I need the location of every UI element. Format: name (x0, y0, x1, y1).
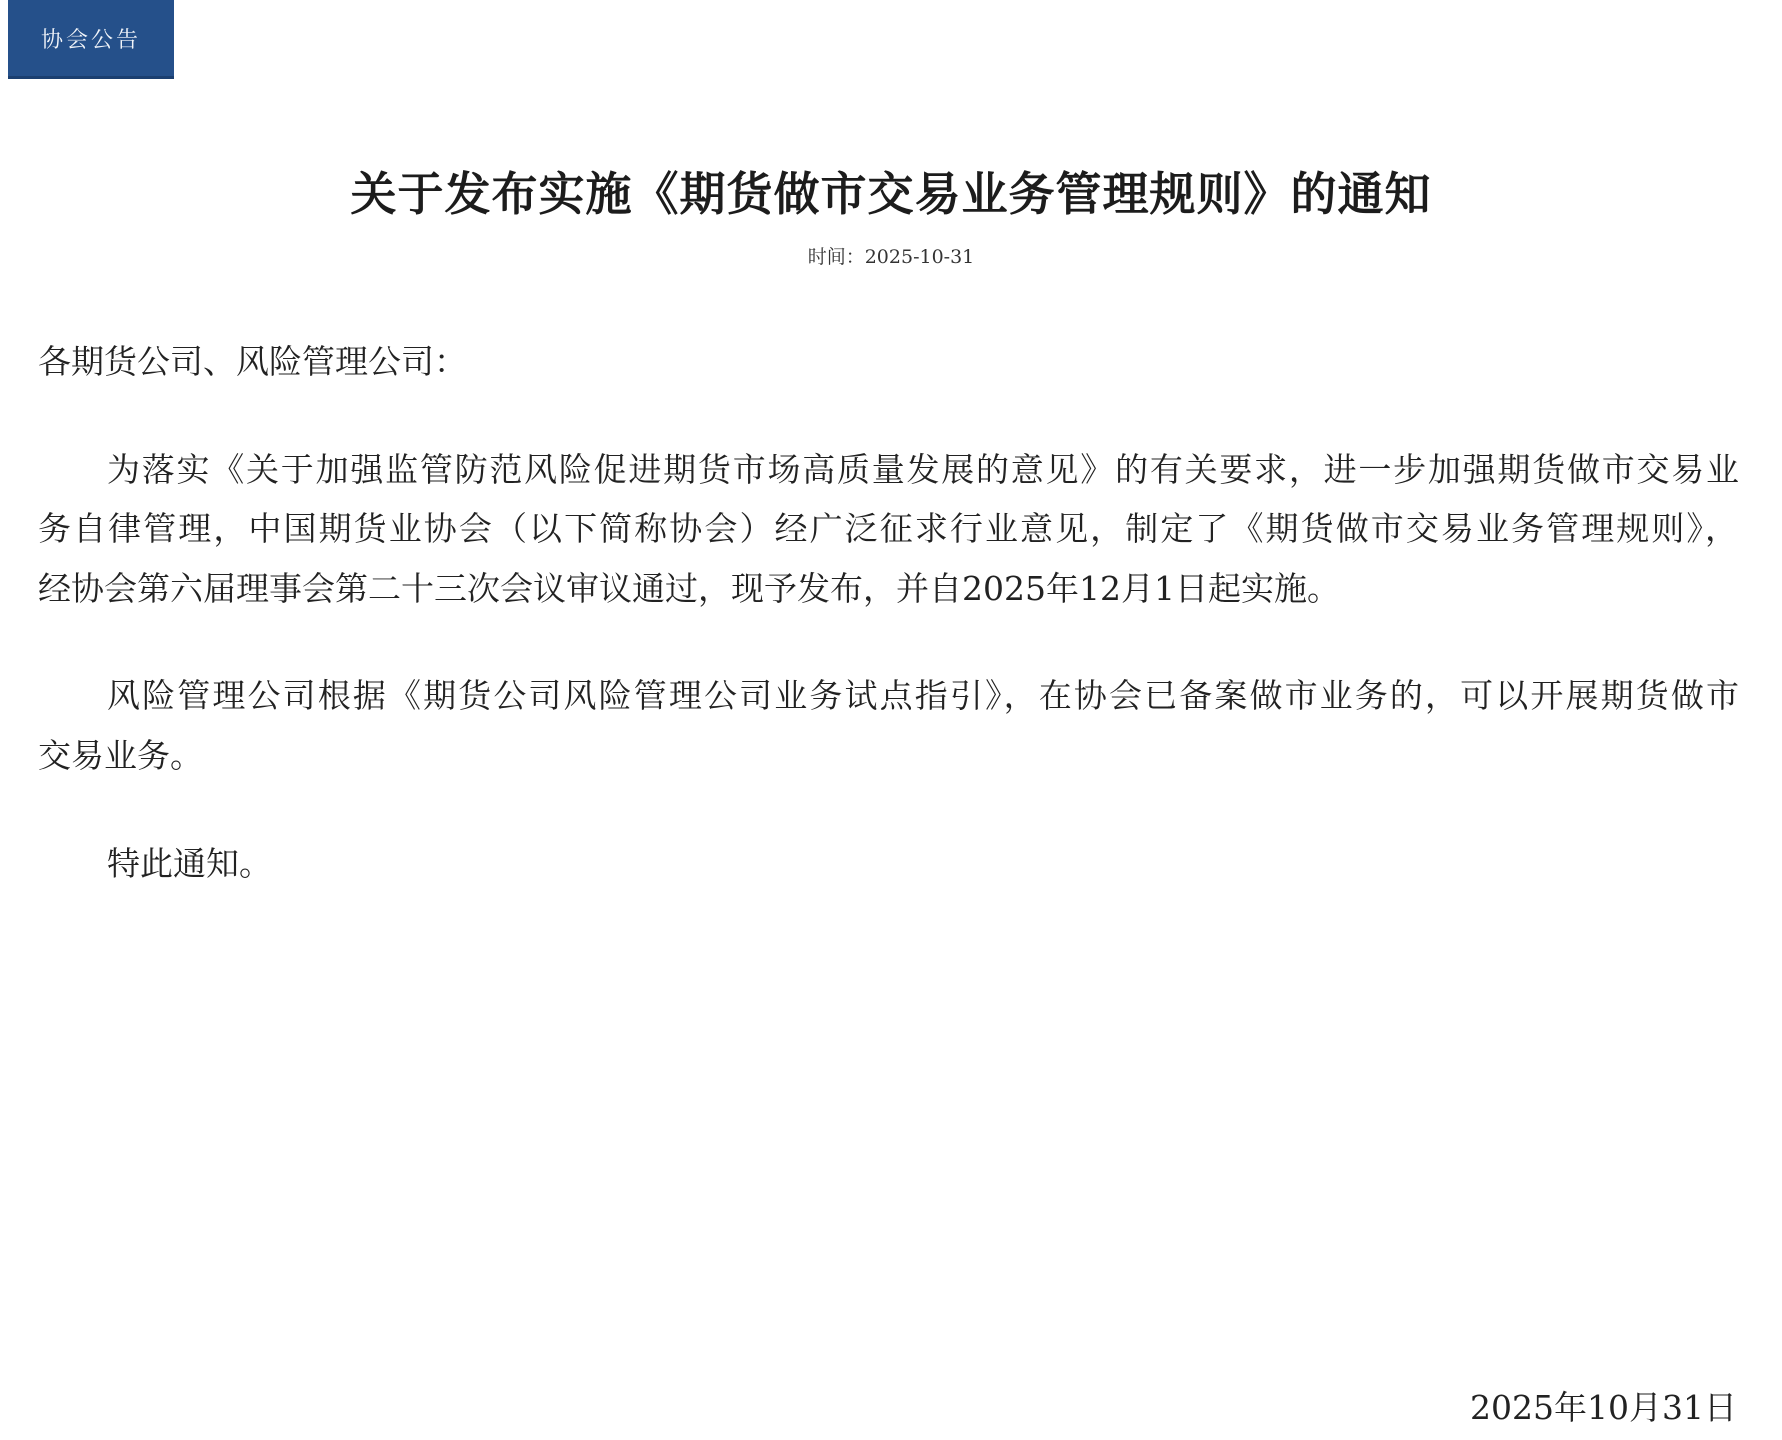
paragraph-1-line-2: 务自律管理，中国期货业协会（以下简称协会）经广泛征求行业意见，制定了《期货做市交易业务管理规则》， (38, 509, 1738, 548)
salutation: 各期货公司、风险管理公司： (38, 342, 467, 381)
publish-date: 时间：2025-10-31 (807, 246, 975, 268)
closing-line: 特此通知。 (107, 844, 272, 883)
category-tag[interactable]: 协会公告 (8, 0, 174, 79)
signature-date: 2025年10月31日 (1470, 1388, 1737, 1427)
paragraph-1-line-1: 为落实《关于加强监管防范风险促进期货市场高质量发展的意见》的有关要求，进一步加强期货做市交易业 (107, 450, 1739, 489)
paragraph-1-line-3: 经协会第六届理事会第二十三次会议审议通过，现予发布，并自2025年12月1日起实施。 (38, 569, 1340, 608)
notice-title: 关于发布实施《期货做市交易业务管理规则》的通知 (350, 167, 1432, 221)
paragraph-2-line-2: 交易业务。 (38, 736, 203, 775)
paragraph-2-line-1: 风险管理公司根据《期货公司风险管理公司业务试点指引》，在协会已备案做市业务的，可以开展期货做市 (107, 676, 1739, 715)
